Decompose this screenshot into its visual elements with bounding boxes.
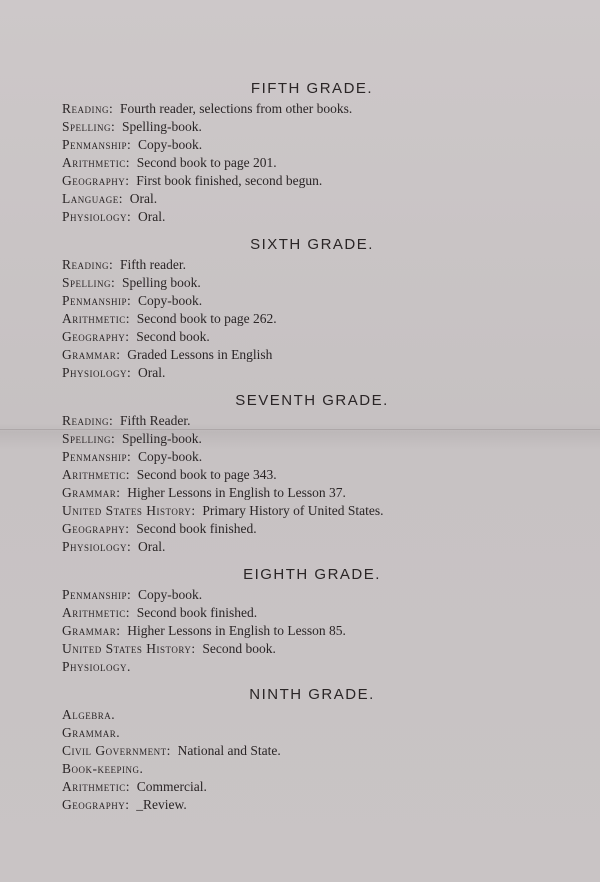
subject-label: Arithmetic: — [62, 605, 130, 620]
subject-text: Second book. — [136, 329, 210, 344]
subject-text: Second book finished. — [136, 605, 258, 620]
subject-row — [62, 310, 562, 328]
subject-label: Physiology: — [62, 539, 132, 554]
subject-row — [62, 256, 562, 274]
subject-row — [62, 430, 562, 448]
subject-label: Civil Government: — [62, 743, 171, 758]
subject-row — [62, 724, 562, 742]
subject-text: Second book to page 262. — [136, 311, 277, 326]
subject-label: Penmanship: — [62, 587, 132, 602]
subject-label: Book-keeping. — [62, 761, 144, 776]
subject-text: Spelling book. — [122, 275, 201, 290]
subject-label: Grammar: — [62, 347, 121, 362]
subject-row — [62, 778, 562, 796]
subject-label: Penmanship: — [62, 137, 132, 152]
subject-label: Reading: — [62, 101, 114, 116]
subject-row — [62, 292, 562, 310]
subject-label: Reading: — [62, 413, 114, 428]
grade-section — [62, 684, 562, 814]
subject-row — [62, 658, 562, 676]
subject-text: Second book. — [202, 641, 276, 656]
grade-heading: SEVENTH GRADE. — [235, 392, 389, 409]
subject-row — [62, 466, 562, 484]
subject-label: Arithmetic: — [62, 155, 130, 170]
subject-row — [62, 208, 562, 226]
subject-text: Primary History of United States. — [202, 503, 384, 518]
subject-text: Copy-book. — [138, 587, 203, 602]
subject-text: Higher Lessons in English to Lesson 85. — [127, 623, 346, 638]
subject-text: Fifth Reader. — [120, 413, 191, 428]
grade-heading: FIFTH GRADE. — [250, 80, 374, 97]
subject-label: Reading: — [62, 257, 114, 272]
subject-text: Second book finished. — [136, 521, 257, 536]
subject-row — [62, 364, 562, 382]
grade-section — [62, 78, 562, 226]
grade-heading: SIXTH GRADE. — [250, 236, 374, 253]
subject-text: Second book to page 343. — [136, 467, 277, 482]
subject-label: Language: — [62, 191, 123, 206]
subject-label: Grammar: — [62, 485, 121, 500]
subject-text: Oral. — [138, 539, 166, 554]
subject-row — [62, 412, 562, 430]
subject-label: Spelling: — [62, 275, 116, 290]
subject-label: Spelling: — [62, 119, 116, 134]
grade-section — [62, 390, 562, 556]
subject-label: Penmanship: — [62, 293, 132, 308]
subject-row — [62, 118, 562, 136]
subject-label: Grammar. — [62, 725, 121, 740]
subject-row — [62, 484, 562, 502]
course-of-study — [62, 78, 562, 822]
subject-row — [62, 190, 562, 208]
subject-label: Algebra. — [62, 707, 116, 722]
subject-row — [62, 448, 562, 466]
subject-label: Geography: — [62, 521, 130, 536]
subject-label: Physiology: — [62, 209, 132, 224]
subject-row — [62, 586, 562, 604]
subject-text: Spelling-book. — [122, 431, 202, 446]
subject-text: Graded Lessons in English — [127, 347, 273, 362]
subject-text: Copy-book. — [138, 293, 203, 308]
subject-label: Physiology: — [62, 365, 132, 380]
grade-section — [62, 234, 562, 382]
subject-label: Geography: — [62, 797, 130, 812]
subject-row — [62, 706, 562, 724]
subject-text: Copy-book. — [138, 449, 203, 464]
subject-text: Oral. — [129, 191, 158, 206]
subject-text: First book finished, second begun. — [136, 173, 323, 188]
subject-label: Grammar: — [62, 623, 121, 638]
subject-text: Oral. — [138, 365, 166, 380]
subject-text: Higher Lessons in English to Lesson 37. — [127, 485, 346, 500]
subject-row — [62, 100, 562, 118]
subject-row — [62, 136, 562, 154]
subject-row — [62, 520, 562, 538]
subject-row — [62, 640, 562, 658]
subject-row — [62, 274, 562, 292]
subject-row — [62, 622, 562, 640]
subject-row — [62, 346, 562, 364]
subject-label: Geography: — [62, 329, 130, 344]
grade-section — [62, 564, 562, 676]
subject-label: Spelling: — [62, 431, 116, 446]
subject-text: Fifth reader. — [120, 257, 186, 272]
subject-text: Oral. — [138, 209, 166, 224]
subject-label: Arithmetic: — [62, 467, 130, 482]
subject-row — [62, 742, 562, 760]
subject-row — [62, 328, 562, 346]
subject-label: Arithmetic: — [62, 311, 130, 326]
subject-row — [62, 538, 562, 556]
subject-label: United States History: — [62, 503, 196, 518]
subject-text: Copy-book. — [138, 137, 203, 152]
subject-text: Spelling-book. — [122, 119, 202, 134]
grade-heading: NINTH GRADE. — [249, 686, 375, 703]
subject-row — [62, 154, 562, 172]
subject-row — [62, 172, 562, 190]
grade-heading: EIGHTH GRADE. — [243, 566, 381, 583]
subject-text: National and State. — [177, 743, 281, 758]
subject-row — [62, 604, 562, 622]
subject-label: United States History: — [62, 641, 196, 656]
subject-label: Arithmetic: — [62, 779, 130, 794]
subject-label: Penmanship: — [62, 449, 132, 464]
subject-label: Physiology. — [62, 659, 131, 674]
subject-text: Fourth reader, selections from other books. — [120, 101, 353, 116]
subject-text: _Review. — [136, 797, 187, 812]
subject-row — [62, 502, 562, 520]
subject-text: Second book to page 201. — [136, 155, 277, 170]
subject-text: Commercial. — [136, 779, 207, 794]
subject-label: Geography: — [62, 173, 130, 188]
subject-row — [62, 760, 562, 778]
subject-row — [62, 796, 562, 814]
